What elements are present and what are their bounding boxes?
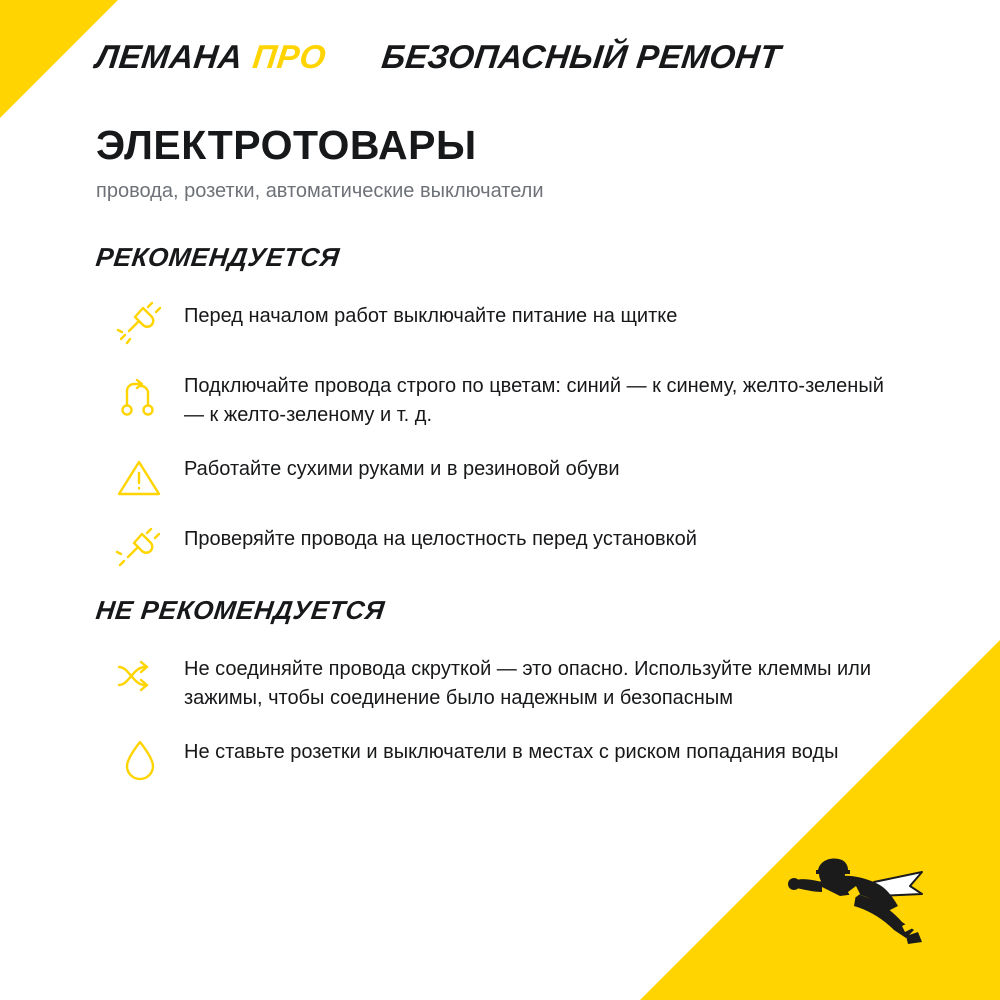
campaign-title: БЕЗОПАСНЫЙ РЕМОНТ [379,38,783,75]
plug-disconnect-icon [96,299,184,347]
section-title: НЕ РЕКОМЕНДУЕТСЯ [94,595,387,625]
list-item-text: Работайте сухими руками и в резиновой обуви [184,458,620,480]
list-item [96,299,920,347]
water-drop-icon [96,735,184,783]
list-item [96,735,920,783]
brand-logo-accent: ПРО [250,38,328,75]
list-item-text: Подключайте провода строго по цветам: синий — к синему, желто-зеленый — к желто-зеленому и т. д. [184,375,884,426]
section-recommended [96,242,920,592]
section-title: РЕКОМЕНДУЕТСЯ [94,242,342,272]
list-item-text: Не ставьте розетки и выключатели в местах с риском попадания воды [184,741,839,763]
page-subtitle: провода, розетки, автоматические выключатели [96,180,544,202]
wire-colors-icon [96,369,184,417]
flying-worker-mascot [782,838,942,958]
brand-logo [93,38,328,76]
plug-check-icon [96,522,184,570]
twisted-wires-icon [96,652,184,700]
list-item [96,452,920,500]
page-title: ЭЛЕКТРОТОВАРЫ [96,122,477,168]
list-item-text: Проверяйте провода на целостность перед установкой [184,528,697,550]
section-not-recommended [96,595,920,805]
warning-triangle-icon [96,452,184,500]
list-item [96,652,920,713]
list-item-text: Перед началом работ выключайте питание на щитке [184,305,678,327]
list-item-text: Не соединяйте провода скруткой — это опасно. Используйте клеммы или зажимы, чтобы соединение было надежным и безопасным [184,658,872,709]
brand-logo-main: ЛЕМАНА [93,38,246,75]
list-item [96,522,920,570]
list-item [96,369,920,430]
header [93,38,940,76]
